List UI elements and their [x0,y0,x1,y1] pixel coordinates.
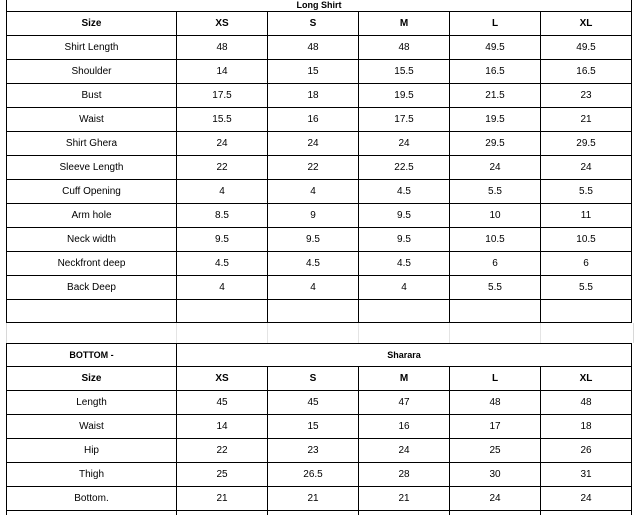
measurement-value: 18 [268,84,359,108]
measurement-value: 14 [177,415,268,439]
measurement-value: 49.5 [541,36,632,60]
measurement-value: 15 [268,415,359,439]
bottom-label: BOTTOM - [7,344,177,367]
measurement-value: 21 [177,487,268,511]
size-xl-header: XL [541,367,632,391]
blank-cell [541,300,632,323]
measurement-value: 11 [541,204,632,228]
measurement-value: 17.5 [359,108,450,132]
measurement-value: 23 [541,84,632,108]
measurement-value: 29.5 [541,132,632,156]
measurement-value: 48 [541,391,632,415]
blank-cell [268,511,359,516]
size-xs-header: XS [177,367,268,391]
measurement-label: Waist [7,108,177,132]
blank-cell [450,511,541,516]
measurement-value: 4.5 [359,180,450,204]
measurement-label: Hip [7,439,177,463]
measurement-value: 16.5 [450,60,541,84]
measurement-label: Bust [7,84,177,108]
measurement-value: 22 [177,156,268,180]
measurement-value: 21.5 [450,84,541,108]
size-m-header: M [359,12,450,36]
measurement-value: 22 [268,156,359,180]
measurement-value: 49.5 [450,36,541,60]
measurement-value: 5.5 [450,276,541,300]
measurement-value: 28 [359,463,450,487]
measurement-value: 24 [359,132,450,156]
measurement-value: 47 [359,391,450,415]
long-shirt-header-row [7,12,632,36]
measurement-value: 31 [541,463,632,487]
measurement-value: 9.5 [359,228,450,252]
measurement-value: 5.5 [450,180,541,204]
measurement-value: 4.5 [177,252,268,276]
blank-cell [541,511,632,516]
long-shirt-title-row [7,0,632,12]
measurement-value: 16 [268,108,359,132]
measurement-value: 24 [359,439,450,463]
blank-row [7,300,632,323]
measurement-label: Neckfront deep [7,252,177,276]
measurement-value: 45 [268,391,359,415]
measurement-value: 15 [268,60,359,84]
long-shirt-title: Long Shirt [7,0,632,12]
long-shirt-rows [7,36,632,300]
table-row [7,180,632,204]
blank-cell [450,300,541,323]
blank-cell [268,300,359,323]
measurement-label: Waist [7,415,177,439]
measurement-value: 17 [450,415,541,439]
long-shirt-table [6,0,632,323]
measurement-value: 16.5 [541,60,632,84]
measurement-value: 9 [268,204,359,228]
measurement-value: 4.5 [268,252,359,276]
measurement-value: 24 [541,156,632,180]
measurement-value: 4 [268,276,359,300]
measurement-value: 48 [359,36,450,60]
measurement-value: 4 [177,276,268,300]
measurement-label: Sleeve Length [7,156,177,180]
size-header: Size [7,367,177,391]
blank-cell [177,511,268,516]
measurement-value: 18 [541,415,632,439]
table-row [7,36,632,60]
bottom-title-row [7,344,632,367]
measurement-value: 30 [450,463,541,487]
measurement-value: 10 [450,204,541,228]
table-row [7,60,632,84]
table-row [7,487,632,511]
bottom-table [6,343,632,515]
measurement-value: 16 [359,415,450,439]
measurement-value: 4 [268,180,359,204]
cut-row [7,511,632,516]
measurement-label: Back Deep [7,276,177,300]
table-row [7,132,632,156]
size-chart-sheet [6,0,634,515]
blank-cell [7,511,177,516]
table-row [7,391,632,415]
size-s-header: S [268,12,359,36]
size-l-header: L [450,367,541,391]
measurement-value: 26 [541,439,632,463]
blank-cell [177,300,268,323]
measurement-value: 24 [177,132,268,156]
table-row [7,415,632,439]
bottom-header-row [7,367,632,391]
measurement-value: 45 [177,391,268,415]
measurement-value: 24 [450,487,541,511]
measurement-value: 5.5 [541,276,632,300]
measurement-value: 24 [541,487,632,511]
measurement-label: Length [7,391,177,415]
measurement-value: 21 [541,108,632,132]
measurement-value: 24 [450,156,541,180]
measurement-label: Bottom. [7,487,177,511]
measurement-value: 5.5 [541,180,632,204]
measurement-value: 4 [177,180,268,204]
size-s-header: S [268,367,359,391]
measurement-value: 48 [177,36,268,60]
size-m-header: M [359,367,450,391]
measurement-value: 17.5 [177,84,268,108]
measurement-value: 48 [450,391,541,415]
measurement-label: Thigh [7,463,177,487]
measurement-value: 22.5 [359,156,450,180]
measurement-value: 6 [450,252,541,276]
measurement-value: 6 [541,252,632,276]
measurement-value: 19.5 [450,108,541,132]
size-header: Size [7,12,177,36]
measurement-value: 14 [177,60,268,84]
measurement-value: 29.5 [450,132,541,156]
measurement-value: 22 [177,439,268,463]
measurement-value: 9.5 [177,228,268,252]
section-gap [6,323,634,343]
measurement-value: 21 [359,487,450,511]
measurement-value: 25 [177,463,268,487]
bottom-title: Sharara [177,344,632,367]
measurement-value: 9.5 [359,204,450,228]
measurement-label: Arm hole [7,204,177,228]
blank-cell [359,511,450,516]
size-l-header: L [450,12,541,36]
measurement-value: 15.5 [177,108,268,132]
measurement-value: 9.5 [268,228,359,252]
table-row [7,108,632,132]
measurement-value: 15.5 [359,60,450,84]
table-row [7,252,632,276]
measurement-label: Shirt Ghera [7,132,177,156]
bottom-rows [7,391,632,511]
measurement-value: 21 [268,487,359,511]
table-row [7,156,632,180]
measurement-value: 4.5 [359,252,450,276]
measurement-value: 23 [268,439,359,463]
table-row [7,276,632,300]
table-row [7,228,632,252]
measurement-label: Neck width [7,228,177,252]
table-row [7,463,632,487]
measurement-value: 10.5 [541,228,632,252]
measurement-label: Shoulder [7,60,177,84]
measurement-value: 8.5 [177,204,268,228]
measurement-value: 24 [268,132,359,156]
measurement-value: 19.5 [359,84,450,108]
blank-cell [7,300,177,323]
measurement-value: 25 [450,439,541,463]
size-xl-header: XL [541,12,632,36]
table-row [7,204,632,228]
measurement-label: Cuff Opening [7,180,177,204]
table-row [7,439,632,463]
measurement-value: 26.5 [268,463,359,487]
blank-cell [359,300,450,323]
measurement-value: 10.5 [450,228,541,252]
table-row [7,84,632,108]
measurement-value: 4 [359,276,450,300]
measurement-value: 48 [268,36,359,60]
measurement-label: Shirt Length [7,36,177,60]
size-xs-header: XS [177,12,268,36]
